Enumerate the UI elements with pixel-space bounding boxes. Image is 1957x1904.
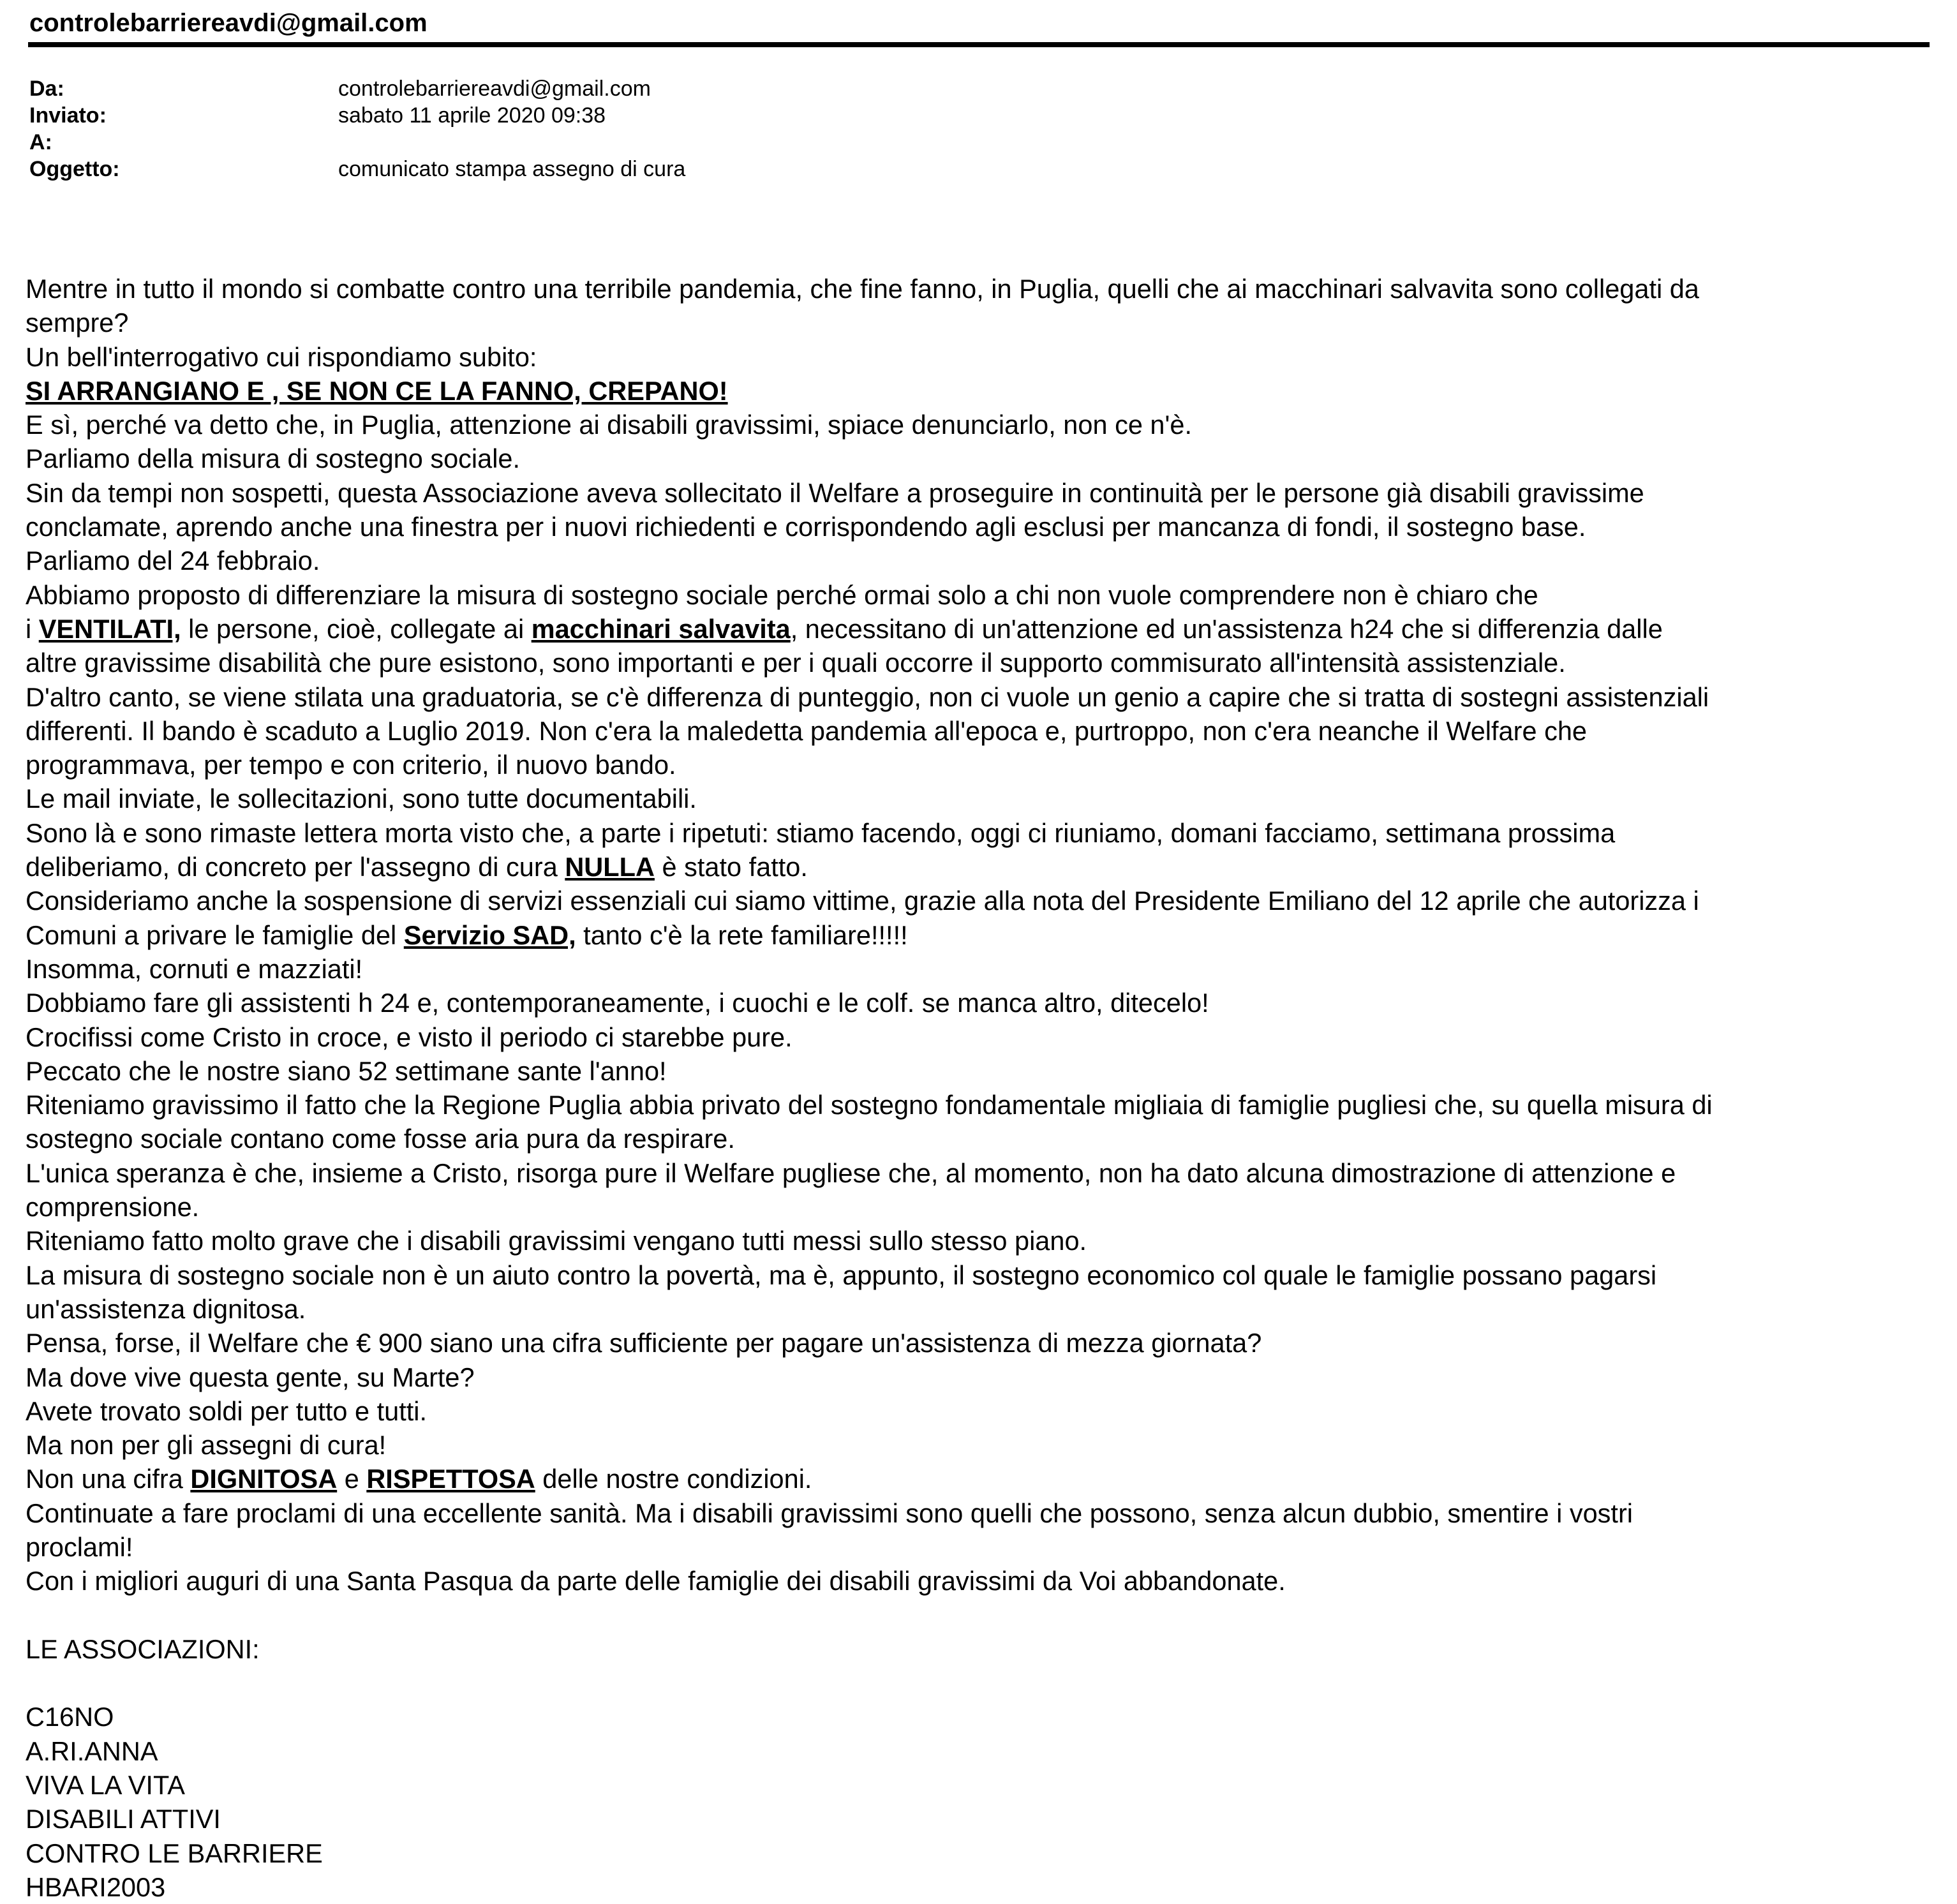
body-line: Dobbiamo fare gli assistenti h 24 e, contemporaneamente, i cuochi e le colf. se manca altro, ditecelo! (26, 988, 1209, 1018)
emphasis-nulla: NULLA (565, 852, 655, 882)
body-line: Consideriamo anche la sospensione di servizi essenziali cui siamo vittime, grazie alla nota del Presidente Emiliano del 12 aprile che autorizza i (26, 886, 1699, 916)
signature-org: CONTRO LE BARRIERE (26, 1838, 323, 1868)
sent-row (29, 102, 685, 129)
body-line: Parliamo del 24 febbraio. (26, 546, 320, 576)
to-label: A: (29, 130, 52, 154)
body-text: deliberiamo, di concreto per l'assegno di cura (26, 852, 565, 882)
subject-label: Oggetto: (29, 157, 120, 181)
header-divider (28, 42, 1930, 47)
emphasis-ventilati: VENTILATI, (38, 613, 181, 644)
body-line (26, 850, 1933, 884)
body-line: Ma non per gli assegni di cura! (26, 1430, 387, 1461)
subject-row (29, 156, 685, 182)
body-line: conclamate, aprendo anche una finestra per i nuovi richiedenti e corrispondendo agli esclusi per mancanza di fondi, il sostegno base. (26, 512, 1586, 542)
body-text: delle nostre condizioni. (535, 1464, 812, 1494)
body-line: Riteniamo fatto molto grave che i disabili gravissimi vengano tutti messi sullo stesso piano. (26, 1226, 1087, 1256)
spacer (26, 1598, 1933, 1632)
signature-heading: LE ASSOCIAZIONI: (26, 1633, 260, 1664)
body-line: D'altro canto, se viene stilata una graduatoria, se c'è differenza di punteggio, non ci vuole un genio a capire che si tratta di sostegni assistenziali (26, 681, 1709, 712)
body-text: è stato fatto. (654, 852, 808, 882)
body-line: sempre? (26, 308, 129, 338)
body-line: Continuate a fare proclami di una eccellente sanità. Ma i disabili gravissimi sono quelli che possono, senza alcun dubbio, smentire i vostri (26, 1498, 1633, 1528)
emphasis-rispettosa: RISPETTOSA (366, 1464, 535, 1494)
body-line: Mentre in tutto il mondo si combatte contro una terribile pandemia, che fine fanno, in Puglia, quelli che ai macchinari salvavita sono collegati da (26, 274, 1699, 304)
body-line: Peccato che le nostre siano 52 settimane sante l'anno! (26, 1055, 667, 1086)
email-header (29, 75, 685, 182)
body-line (26, 612, 1933, 646)
from-label: Da: (29, 77, 64, 101)
from-row (29, 75, 685, 102)
body-text: , necessitano di un'attenzione ed un'assistenza h24 che si differenzia dalle (790, 613, 1663, 644)
body-line: comprensione. (26, 1192, 200, 1223)
signature-org: VIVA LA VITA (26, 1770, 185, 1801)
body-line: Sono là e sono rimaste lettera morta visto che, a parte i ripetuti: stiamo facendo, oggi ci riuniamo, domani facciamo, settimana prossima (26, 817, 1616, 848)
body-line: Insomma, cornuti e mazziati! (26, 953, 363, 984)
to-row (29, 129, 685, 156)
body-line: Avete trovato soldi per tutto e tutti. (26, 1395, 428, 1426)
body-line: un'assistenza dignitosa. (26, 1293, 306, 1324)
body-line: Un bell'interrogativo cui rispondiamo subito: (26, 341, 537, 372)
body-line: Ma dove vive questa gente, su Marte? (26, 1362, 475, 1392)
headline-statement: SI ARRANGIANO E , SE NON CE LA FANNO, CREPANO! (26, 375, 728, 406)
body-line: L'unica speranza è che, insieme a Cristo, risorga pure il Welfare pugliese che, al momento, non ha dato alcuna dimostrazione di attenzione e (26, 1157, 1676, 1188)
body-line: Sin da tempi non sospetti, questa Associazione aveva sollecitato il Welfare a proseguire in continuità per le persone già disabili gravissime (26, 477, 1644, 508)
body-text: le persone, cioè, collegate ai (181, 613, 532, 644)
emphasis-dignitosa: DIGNITOSA (190, 1464, 338, 1494)
body-line: sostegno sociale contano come fosse aria pura da respirare. (26, 1124, 735, 1154)
body-text: Comuni a privare le famiglie del (26, 919, 404, 950)
signature-org: DISABILI ATTIVI (26, 1804, 221, 1834)
body-line: differenti. Il bando è scaduto a Luglio 2019. Non c'era la maledetta pandemia all'epoca e, purtroppo, non c'era neanche il Welfare che (26, 715, 1587, 746)
emphasis-macchinari: macchinari salvavita (531, 613, 791, 644)
sent-label: Inviato: (29, 103, 107, 128)
subject-value: comunicato stampa assegno di cura (338, 157, 686, 181)
body-line: Con i migliori auguri di una Santa Pasqua da parte delle famiglie dei disabili gravissimi da Voi abbandonate. (26, 1566, 1286, 1596)
signature-org: A.RI.ANNA (26, 1736, 158, 1766)
signature-org: HBARI2003 (26, 1871, 166, 1902)
body-line (26, 918, 1933, 952)
from-value: controlebarriereavdi@gmail.com (338, 77, 651, 101)
body-line: Riteniamo gravissimo il fatto che la Regione Puglia abbia privato del sostegno fondamentale migliaia di famiglie pugliesi che, su quella misura di (26, 1090, 1713, 1120)
body-line: Pensa, forse, il Welfare che € 900 siano una cifra sufficiente per pagare un'assistenza di mezza giornata? (26, 1328, 1262, 1358)
sender-title: controlebarriereavdi@gmail.com (29, 9, 428, 37)
body-text: Non una cifra (26, 1464, 191, 1494)
emphasis-servizio-sad: Servizio SAD, (403, 919, 576, 950)
email-body (26, 272, 1933, 1904)
body-line: altre gravissime disabilità che pure esistono, sono importanti e per i quali occorre il supporto commisurato all'intensità assistenziale. (26, 648, 1566, 678)
body-line: Parliamo della misura di sostegno sociale. (26, 443, 521, 474)
body-line: proclami! (26, 1531, 133, 1562)
body-line: Le mail inviate, le sollecitazioni, sono tutte documentabili. (26, 784, 697, 814)
body-line: programmava, per tempo e con criterio, il nuovo bando. (26, 750, 676, 780)
body-line: Crocifissi come Cristo in croce, e visto il periodo ci starebbe pure. (26, 1022, 792, 1052)
body-text: i (26, 613, 39, 644)
body-line: E sì, perché va detto che, in Puglia, attenzione ai disabili gravissimi, spiace denunciarlo, non ce n'è. (26, 410, 1193, 440)
body-text: e (337, 1464, 367, 1494)
sent-value: sabato 11 aprile 2020 09:38 (338, 103, 606, 128)
body-line: La misura di sostegno sociale non è un aiuto contro la povertà, ma è, appunto, il sostegno economico col quale le famiglie possano pagarsi (26, 1260, 1657, 1290)
body-line: Abbiamo proposto di differenziare la misura di sostegno sociale perché ormai solo a chi non vuole comprendere non è chiaro che (26, 579, 1538, 610)
signature-org: C16NO (26, 1702, 114, 1732)
spacer (26, 1666, 1933, 1700)
body-text: tanto c'è la rete familiare!!!!! (576, 919, 908, 950)
body-line (26, 1462, 1933, 1496)
